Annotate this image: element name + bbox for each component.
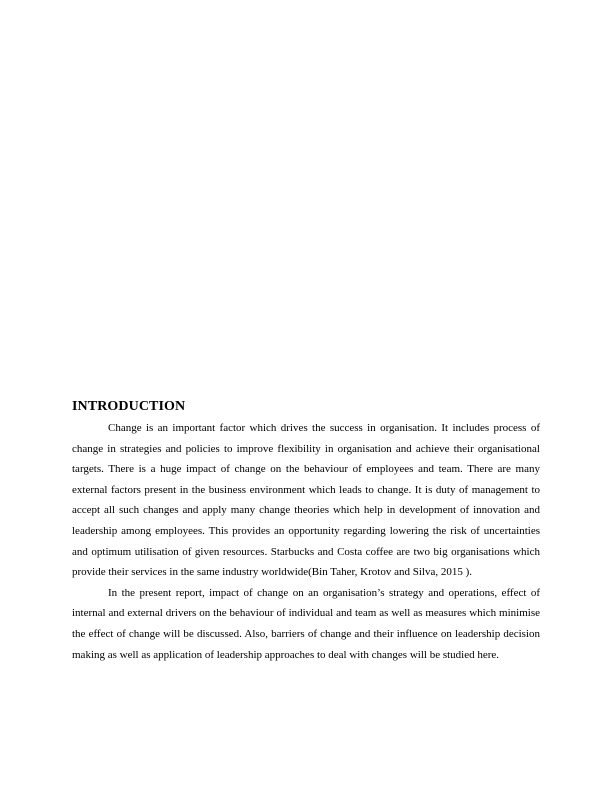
document-body	[72, 398, 540, 665]
section-heading: INTRODUCTION	[72, 399, 186, 414]
intro-paragraph-2: In the present report, impact of change on an organisation’s strategy and operations, effect of internal and external drivers on the behaviour of individual and team as well as measures which minimise the effect of change will be discussed. Also, barriers of change and their influence on leadership decision making as well as application of leadership approaches to deal with changes will be studied here.	[72, 586, 540, 661]
intro-paragraph-1: Change is an important factor which drives the success in organisation. It includes process of change in strategies and policies to improve flexibility in organisation and achieve their organisational targets. There is a huge impact of change on the behaviour of employees and team. There are many external factors present in the business environment which leads to change. It is duty of management to accept all such changes and apply many change theories which help in development of innovation and leadership among employees. This provides an opportunity regarding lowering the risk of uncertainties and optimum utilisation of given resources. Starbucks and Costa coffee are two big organisations which provide their services in the same industry worldwide(Bin Taher, Krotov and Silva, 2015 ).	[72, 422, 540, 579]
